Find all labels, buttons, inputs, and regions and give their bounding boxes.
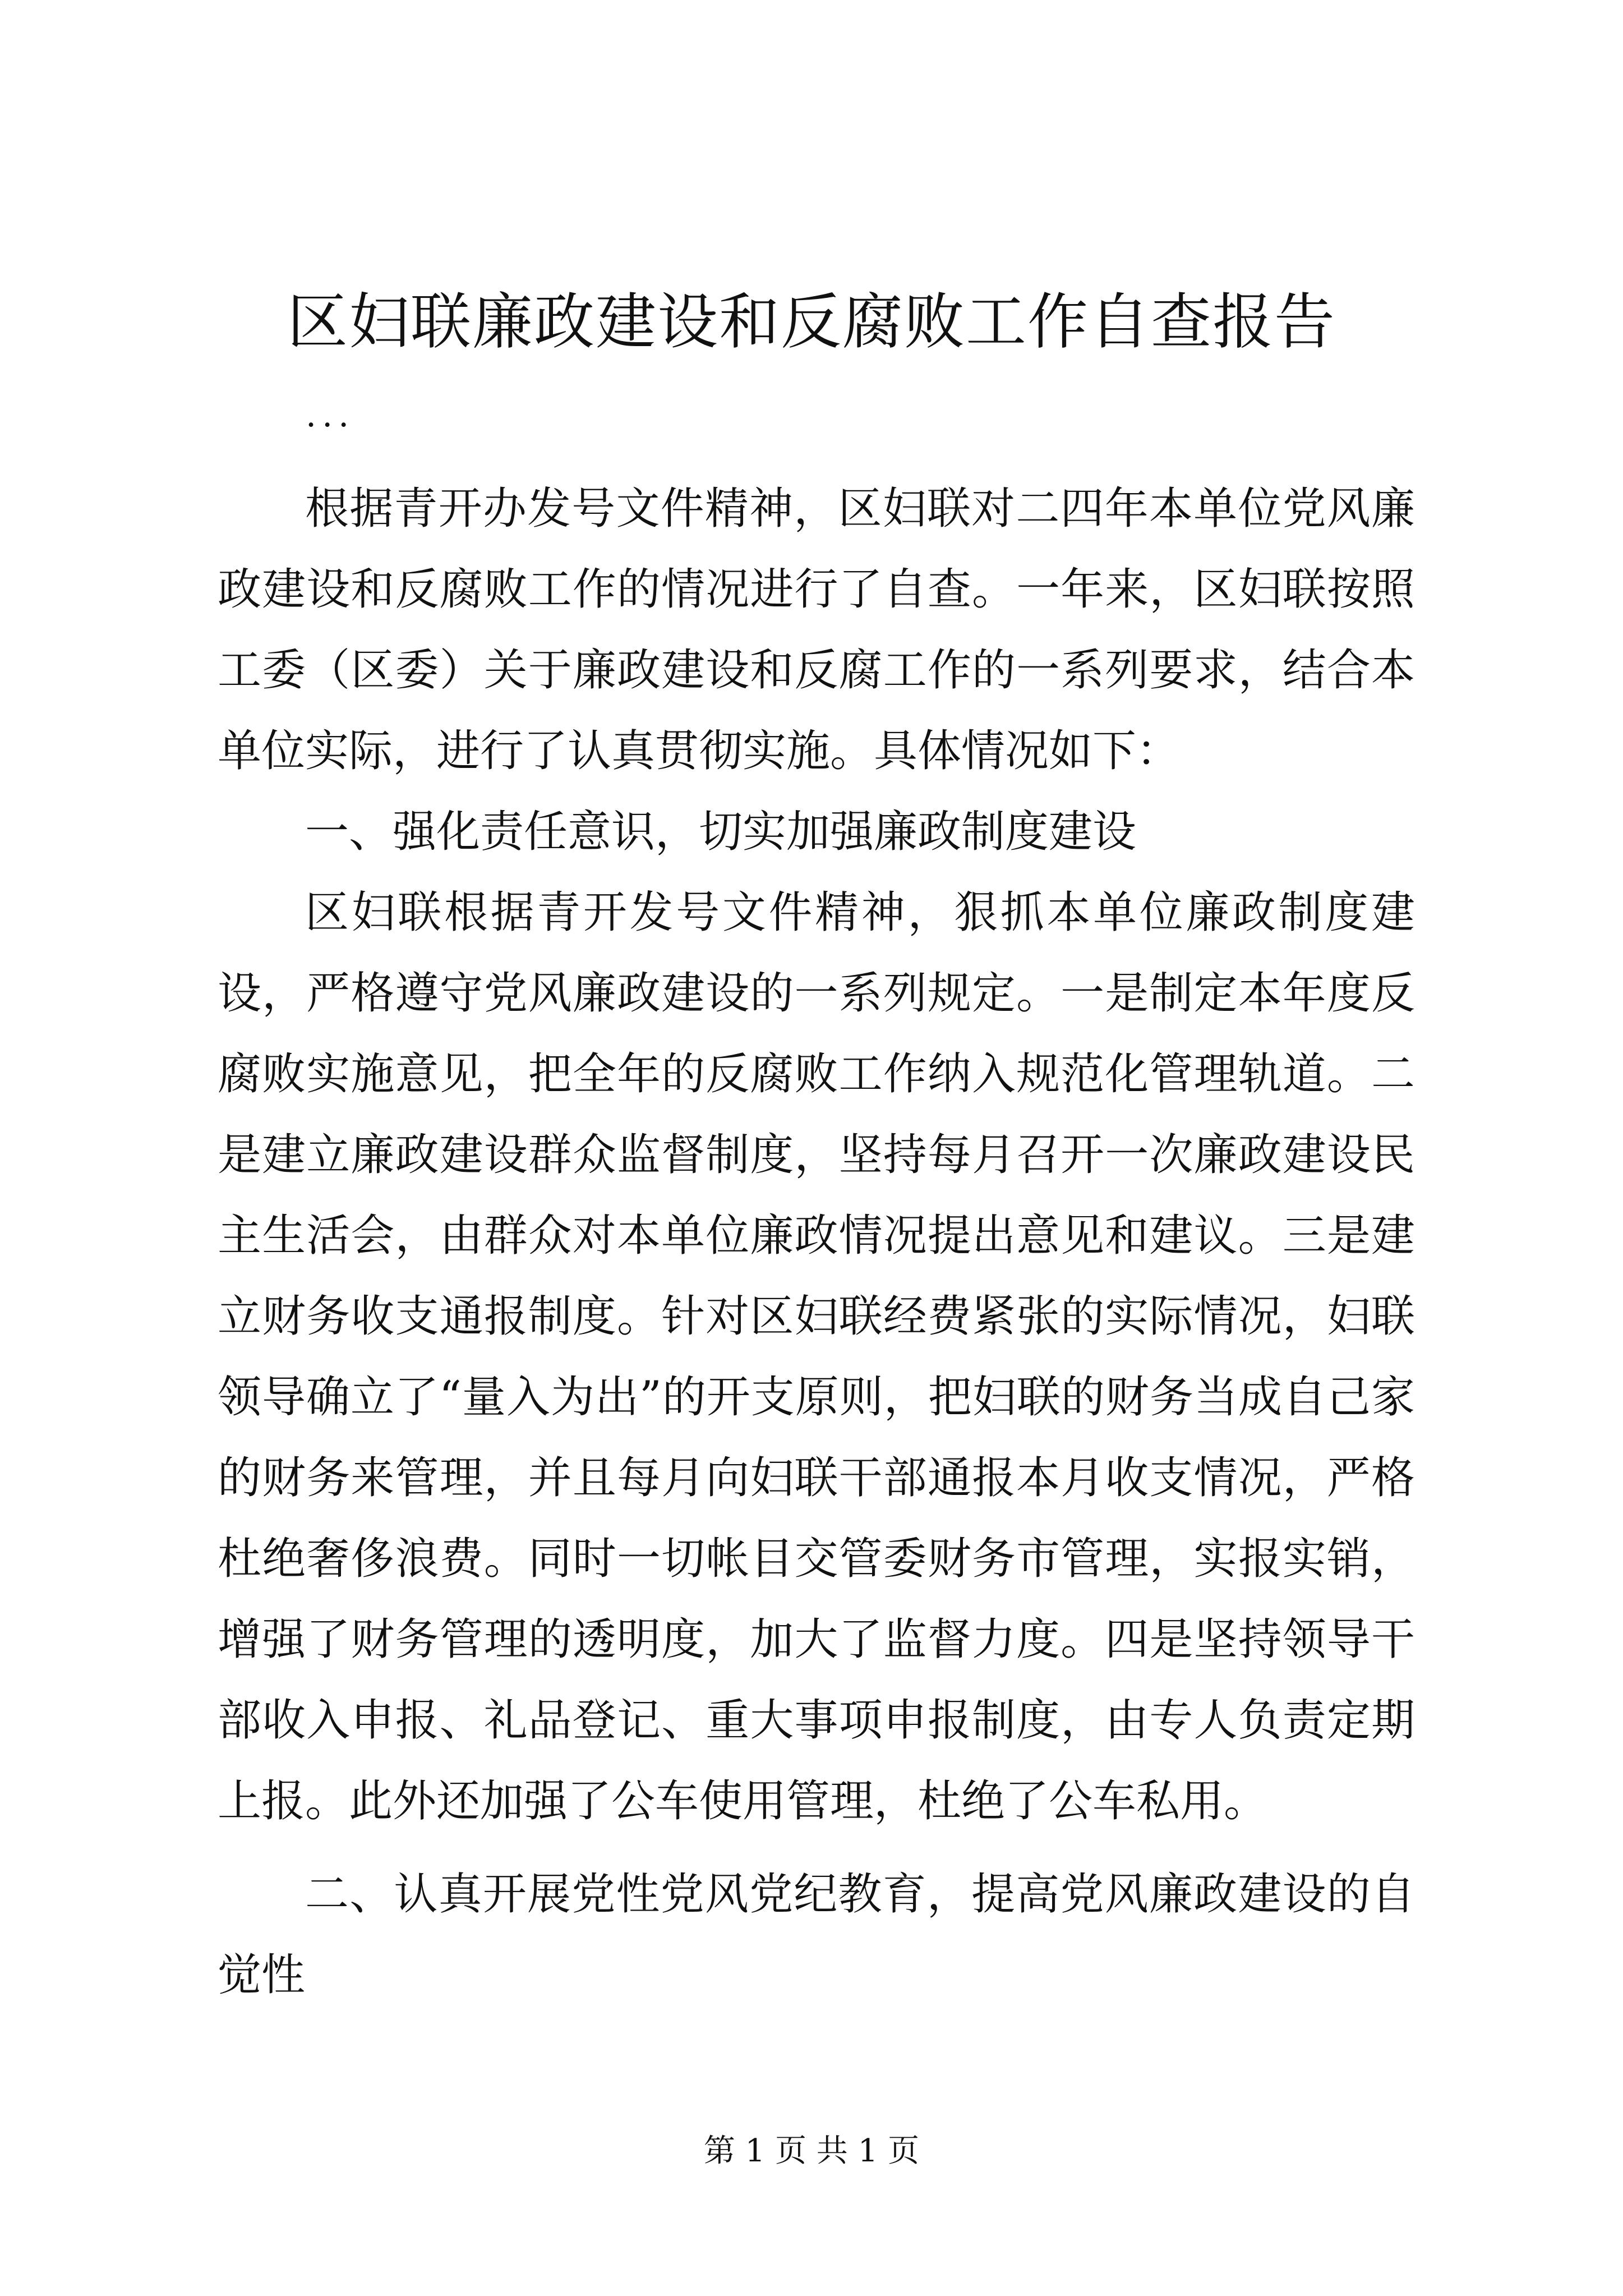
paragraph-intro: 根据青开办发号文件精神，区妇联对二四年本单位党风廉政建设和反腐败工作的情况进行了自查。一年来，区妇联按照工委（区委）关于廉政建设和反腐工作的一系列要求，结合本单位实际，进行了认真贯彻实施。具体情况如下： xyxy=(218,484,1415,776)
paragraph-section-1: 区妇联根据青开发号文件精神，狠抓本单位廉政制度建设，严格遵守党风廉政建设的一系列规定。一是制定本年度反腐败实施意见，把全年的反腐败工作纳入规范化管理轨道。二是建立廉政建设群众监督制度，坚持每月召开一次廉政建设民主生活会，由群众对本单位廉政情况提出意见和建议。三是建立财务收支通报制度。针对区妇联经费紧张的实际情况，妇联领导确立了“量入为出”的开支原则，把妇联的财务当成自己家的财务来管理，并且每月向妇联干部通报本月收支情况，严格杜绝奢侈浪费。同时一切帐目交管委财务市管理，实报实销，增强了财务管理的透明度，加大了监督力度。四是坚持领导干部收入申报、礼品登记、重大事项申报制度，由专人负责定期上报。此外还加强了公车使用管理，杜绝了公车私用。 xyxy=(218,887,1415,1826)
section-heading-2: 二、认真开展党性党风党纪教育，提高党风廉政建设的自觉性 xyxy=(218,1869,1415,2000)
document-title: 区妇联廉政建设和反腐败工作自查报告 xyxy=(287,287,1336,357)
ellipsis-marker: ... xyxy=(306,395,355,435)
section-heading-1: 一、强化责任意识，切实加强廉政制度建设 xyxy=(305,807,1137,857)
page-number-footer: 第 1 页 共 1 页 xyxy=(703,2133,920,2169)
document-body xyxy=(218,468,1415,2016)
